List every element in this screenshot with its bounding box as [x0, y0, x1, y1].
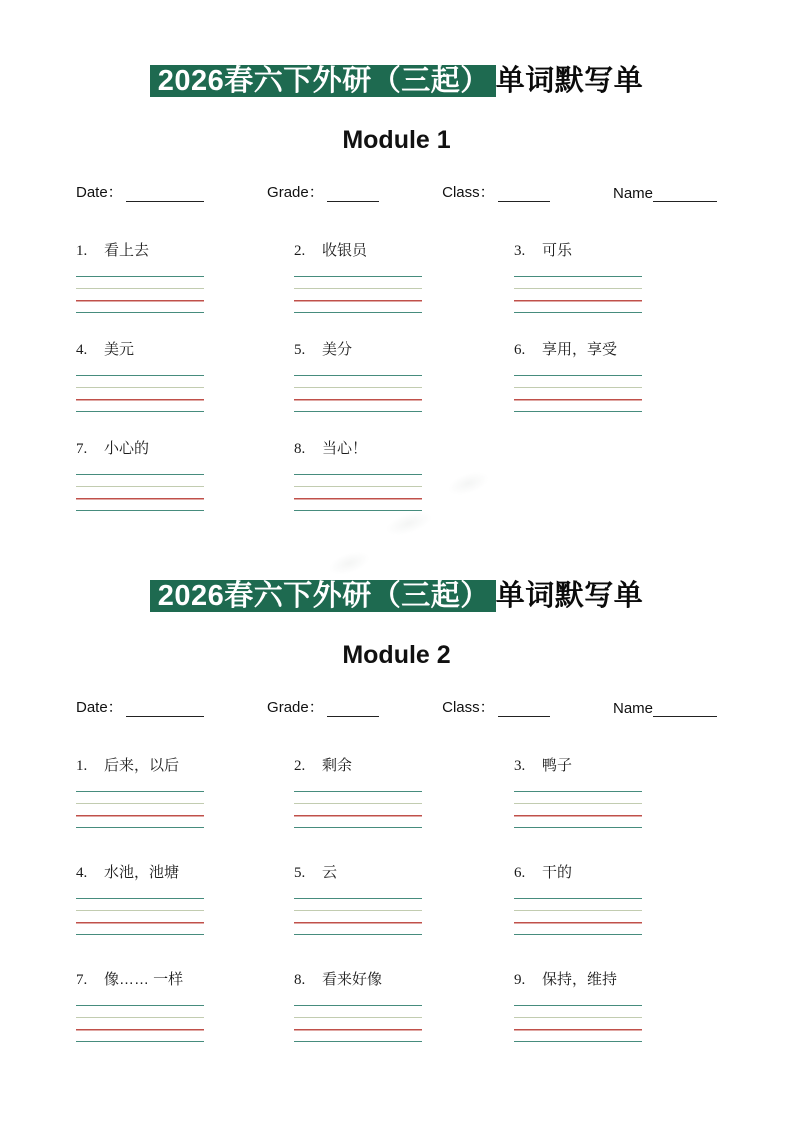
module-title: Module 1: [342, 126, 451, 154]
item-label: [76, 341, 294, 359]
class-label: Class：: [442, 184, 495, 201]
header-fields-row: [76, 181, 717, 202]
item-word: 后来，以后: [104, 757, 180, 774]
date-field: [76, 181, 204, 202]
item-number: 6.: [514, 342, 526, 358]
date-label: Date：: [76, 184, 123, 201]
word-item: [294, 971, 514, 1043]
writing-guide: [514, 898, 642, 936]
date-label: Date：: [76, 699, 123, 716]
writing-guide: [514, 1005, 642, 1043]
item-label: [76, 440, 294, 458]
items-grid: [76, 757, 717, 1043]
sheet-title-highlight: 2026春六下外研（三起）: [150, 580, 496, 612]
item-label: [294, 864, 514, 882]
item-word: 鸭子: [542, 757, 573, 774]
item-label: [76, 242, 294, 260]
item-word: 小心的: [104, 440, 150, 457]
title-banner: [76, 0, 717, 100]
word-item: [514, 341, 717, 413]
item-word: 剩余: [322, 757, 353, 774]
item-word: 看来好像: [322, 971, 383, 988]
word-item: [294, 440, 514, 512]
grade-label: Grade：: [267, 184, 324, 201]
item-number: 7.: [76, 441, 88, 457]
item-number: 1.: [76, 243, 88, 259]
class-field: [442, 696, 550, 717]
date-field: [76, 696, 204, 717]
writing-guide: [294, 375, 422, 413]
writing-guide: [294, 1005, 422, 1043]
word-item: [76, 864, 294, 936]
class-label: Class：: [442, 699, 495, 716]
writing-guide: [76, 1005, 204, 1043]
writing-guide: [76, 474, 204, 512]
items-grid: [76, 242, 717, 512]
date-blank-line: [126, 701, 204, 717]
grade-blank-line: [327, 186, 379, 202]
item-number: 5.: [294, 342, 306, 358]
writing-guide: [294, 898, 422, 936]
name-field: [613, 185, 717, 202]
sheet-title: [150, 63, 644, 100]
item-label: [76, 757, 294, 775]
module-section-1: [76, 0, 717, 512]
sheet-title-highlight: 2026春六下外研（三起）: [150, 65, 496, 97]
grade-field: [267, 696, 379, 717]
item-label: [514, 757, 717, 775]
item-label: [76, 864, 294, 882]
item-label: [294, 242, 514, 260]
word-item: [76, 341, 294, 413]
sheet-title-suffix: 单词默写单: [495, 65, 644, 97]
class-blank-line: [498, 186, 550, 202]
item-number: 4.: [76, 342, 88, 358]
name-label: Name: [612, 700, 653, 717]
item-word: 可乐: [542, 242, 573, 259]
writing-guide: [294, 791, 422, 829]
word-item: [514, 971, 717, 1043]
item-number: 2.: [294, 243, 306, 259]
module-section-2: [76, 512, 717, 1043]
item-number: 8.: [294, 441, 306, 457]
item-label: [76, 971, 294, 989]
writing-guide: [514, 791, 642, 829]
item-number: 3.: [514, 758, 526, 774]
item-word: 干的: [542, 864, 573, 881]
word-item: [294, 864, 514, 936]
item-number: 9.: [514, 972, 526, 988]
grade-label: Grade：: [267, 699, 324, 716]
sheet-title: [150, 578, 644, 615]
word-item: [294, 242, 514, 314]
item-word: 享用，享受: [542, 341, 618, 358]
module-title: Module 2: [342, 641, 451, 669]
header-fields-row: [76, 696, 717, 717]
word-item: [76, 971, 294, 1043]
item-number: 1.: [76, 758, 88, 774]
item-word: 保持，维持: [542, 971, 618, 988]
item-number: 8.: [294, 972, 306, 988]
name-blank-line: [653, 701, 717, 717]
writing-guide: [294, 474, 422, 512]
item-number: 5.: [294, 865, 306, 881]
class-field: [442, 181, 550, 202]
writing-guide: [514, 375, 642, 413]
sheet-title-suffix: 单词默写单: [495, 580, 644, 612]
writing-guide: [76, 375, 204, 413]
item-word: 看上去: [104, 242, 150, 259]
grade-field: [267, 181, 379, 202]
grade-blank-line: [327, 701, 379, 717]
item-word: 美元: [104, 341, 135, 358]
name-field: [613, 700, 717, 717]
item-label: [514, 341, 717, 359]
item-word: 美分: [322, 341, 353, 358]
item-label: [294, 440, 514, 458]
item-number: 3.: [514, 243, 526, 259]
item-word: 水池，池塘: [104, 864, 180, 881]
item-label: [294, 757, 514, 775]
item-label: [514, 242, 717, 260]
item-word: 收银员: [322, 242, 368, 259]
word-item: [514, 864, 717, 936]
item-label: [514, 971, 717, 989]
item-word: 当心！: [322, 440, 368, 457]
item-number: 6.: [514, 865, 526, 881]
item-number: 4.: [76, 865, 88, 881]
name-label: Name: [612, 185, 653, 202]
title-banner: [76, 512, 717, 615]
writing-guide: [514, 276, 642, 314]
item-label: [294, 971, 514, 989]
item-number: 7.: [76, 972, 88, 988]
word-item: [294, 757, 514, 829]
word-item: [76, 242, 294, 314]
writing-guide: [76, 791, 204, 829]
word-item: [514, 757, 717, 829]
date-blank-line: [126, 186, 204, 202]
word-item: [294, 341, 514, 413]
class-blank-line: [498, 701, 550, 717]
item-label: [294, 341, 514, 359]
item-number: 2.: [294, 758, 306, 774]
writing-guide: [76, 276, 204, 314]
writing-guide: [76, 898, 204, 936]
writing-guide: [294, 276, 422, 314]
word-item: [76, 757, 294, 829]
item-word: 像…… 一样: [104, 971, 184, 988]
item-label: [514, 864, 717, 882]
item-word: 云: [322, 864, 338, 881]
word-item: [514, 242, 717, 314]
word-item: [76, 440, 294, 512]
name-blank-line: [653, 186, 717, 202]
